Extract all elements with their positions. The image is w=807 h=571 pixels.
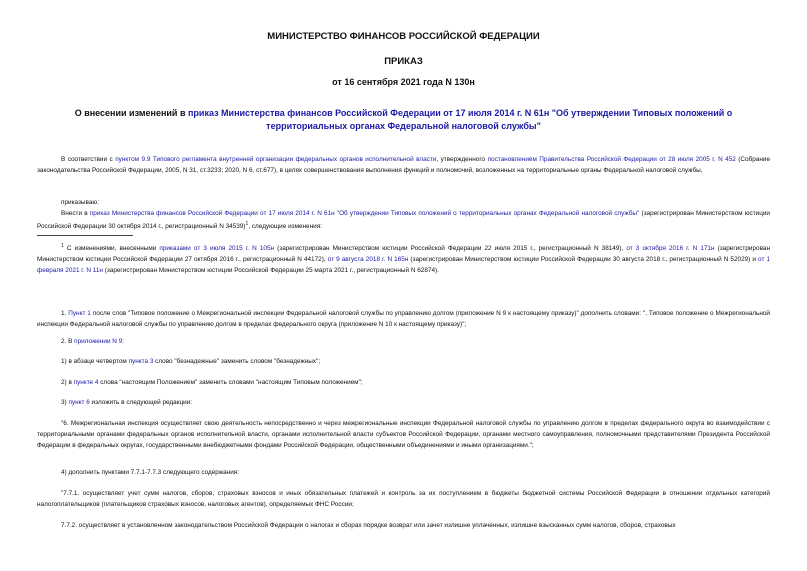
appendix-9-link[interactable]: приложении N 9 [74,338,123,345]
regulation-link[interactable]: пунктом 9.9 Типового регламента внутренней организации федеральных органов исполнительной власти [115,156,437,163]
footnote-text-1: С изменениями, внесенными [63,245,160,253]
subitem-3-text-2: изложить в следующей редакции: [89,399,193,406]
intro-text-1: Внести в [61,210,90,217]
footnote-link-171n[interactable]: от 3 октября 2016 г. N 171н [626,245,715,253]
intro-order-link[interactable]: приказ Министерства финансов Российской Федерации от 17 июля 2014 г. N 61н "Об утверждении Типовых положений о территориальных органах Федеральной налоговой службы" [89,210,640,217]
title-order-link[interactable]: приказ Министерства финансов Российской Федерации от 17 июля 2014 г. N 61н "Об утверждении Типовых положений о территориальных органах Федеральной налоговой службы" [187,108,733,131]
subitem-3-text-1: 3) [61,399,69,406]
point-6-link[interactable]: пункт 6 [68,399,90,406]
government-decree-link[interactable]: постановлением Правительства Российской Федерации от 28 июля 2005 г. N 452 [487,156,736,163]
preamble-text-3: (Собрание законодательства Российской Федерации, 2005, N 31, ст.3233; 2020, N 6, ст.677), в целях совершенствования выполнения функций и полномочий, возложенных на территориальные органы Федеральной налоговой службы, [37,156,771,174]
point-7-7-1-paragraph: "7.7.1. осуществляет учет сумм налогов, сборов, страховых взносов и иных обязательных платежей и контроль за их поступлением в бюджеты бюджетной системы Российской Федерации в отношении отдельных категорий налогоплательщиков (плательщиков страховых взносов, налоговых агентов), определяемых ФНС России; [37,490,770,508]
subitem-1-paragraph [37,356,770,367]
preamble-text-1: В соответствии с [61,156,116,163]
order-word: приказываю: [61,199,99,206]
footnote-text-3: (зарегистрирован Министерством юстиции Российской Федерации 27 октября 2016 г., регистрационный N 44172), [37,245,770,264]
item-1-paragraph [37,308,770,330]
point-6-quote: "6. Межрегиональная инспекция осуществляет свою деятельность непосредственно и через межрегиональные инспекции Федеральной налоговой службы по управлению долгом в пределах федерального округа во взаимодействии с территориальными органами федеральных органов исполнительной власти, органами исполнительной власти субъектов Российской Федерации, органами местного самоуправления, полномочными представителями Президента Российской Федерации в федеральных округах, государственными внебюджетными фондами Российской Федерации, общественными объединениями и иными организациями."; [37,420,770,449]
document-date: от 16 сентября 2021 года N 130н [332,77,475,87]
preamble-text-2: , утвержденного [436,156,488,163]
item-1-link[interactable]: Пункт 1 [68,310,91,317]
footnote-reference[interactable]: 1 [245,221,249,227]
footnote-link-105n[interactable]: приказами от 3 июля 2015 г. N 105н [159,245,275,253]
point-3-link[interactable]: пункта 3 [128,358,154,365]
footnote-text-2: (зарегистрирован Министерством юстиции Российской Федерации 22 июля 2015 г., регистрационный N 38149), [274,245,627,253]
subitem-1-text-1: 1) в абзаце четвертом [61,358,129,365]
footnote-separator [37,235,133,236]
footnote-link-11n[interactable]: от 1 февраля 2021 г. N 11н [37,256,770,275]
subitem-4-paragraph: 4) дополнить пунктами 7.7.1-7.7.3 следующего содержания: [61,469,240,476]
preamble-paragraph [37,154,770,176]
title-prefix: О внесении изменений в [74,108,188,118]
footnote-paragraph [37,241,770,276]
item-2-prefix: 2. В [61,338,75,345]
document-type: ПРИКАЗ [384,56,423,67]
footnote-text-4: (зарегистрирован Министерством юстиции Российской Федерации 30 августа 2018 г., регистрационный N 52029) и [408,256,759,264]
intro-text-3: , следующие изменения: [248,223,322,231]
intro-paragraph [37,208,770,232]
ministry-name: МИНИСТЕРСТВО ФИНАНСОВ РОССИЙСКОЙ ФЕДЕРАЦИИ [267,31,540,42]
subitem-2-text-2: слова "настоящим Положением" заменить словами "настоящим Типовым положением"; [98,379,363,386]
intro-text-2: (зарегистрирован Министерством юстиции Российской Федерации 30 октября 2014 г., регистрационный N 34539) [37,210,770,231]
item-2-suffix: : [122,338,125,345]
footnote-link-165n[interactable]: от 9 августа 2018 г. N 165н [327,256,409,264]
subitem-3-paragraph [37,397,770,408]
subitem-2-text-1: 2) в [61,379,74,386]
point-7-7-2-paragraph: 7.7.2. осуществляет в установленном законодательством Российской Федерации о налогах и сборах порядке возврат или зачет излишне уплаченных, излишне взысканных сумм налогов, сборов, страховых [61,522,676,529]
point-4-link[interactable]: пункте 4 [73,379,99,386]
subitem-2-paragraph [37,377,770,388]
subitem-1-text-2: слово "безнадежные" заменить словом "безнадежных"; [153,358,321,365]
document-title [60,107,747,133]
item-1-text: после слов "Типовое положение о Межрегиональной инспекции Федеральной налоговой службы по управлению долгом (приложение N 9 к настоящему приказу)" дополнить словами: ", Типовое положение о Межрегиональной инспекции Федеральной налоговой службы по управлению долгом в пределах федерального округа (приложение N 10 к настоящему приказу)"; [37,310,770,328]
footnote-mark: 1 [61,243,64,249]
footnote-text-5: (зарегистрирован Министерством юстиции Российской Федерации 25 марта 2021 г., регистрационный N 62874). [102,267,439,275]
item-2-paragraph [37,336,770,347]
item-1-prefix: 1. [61,310,69,317]
